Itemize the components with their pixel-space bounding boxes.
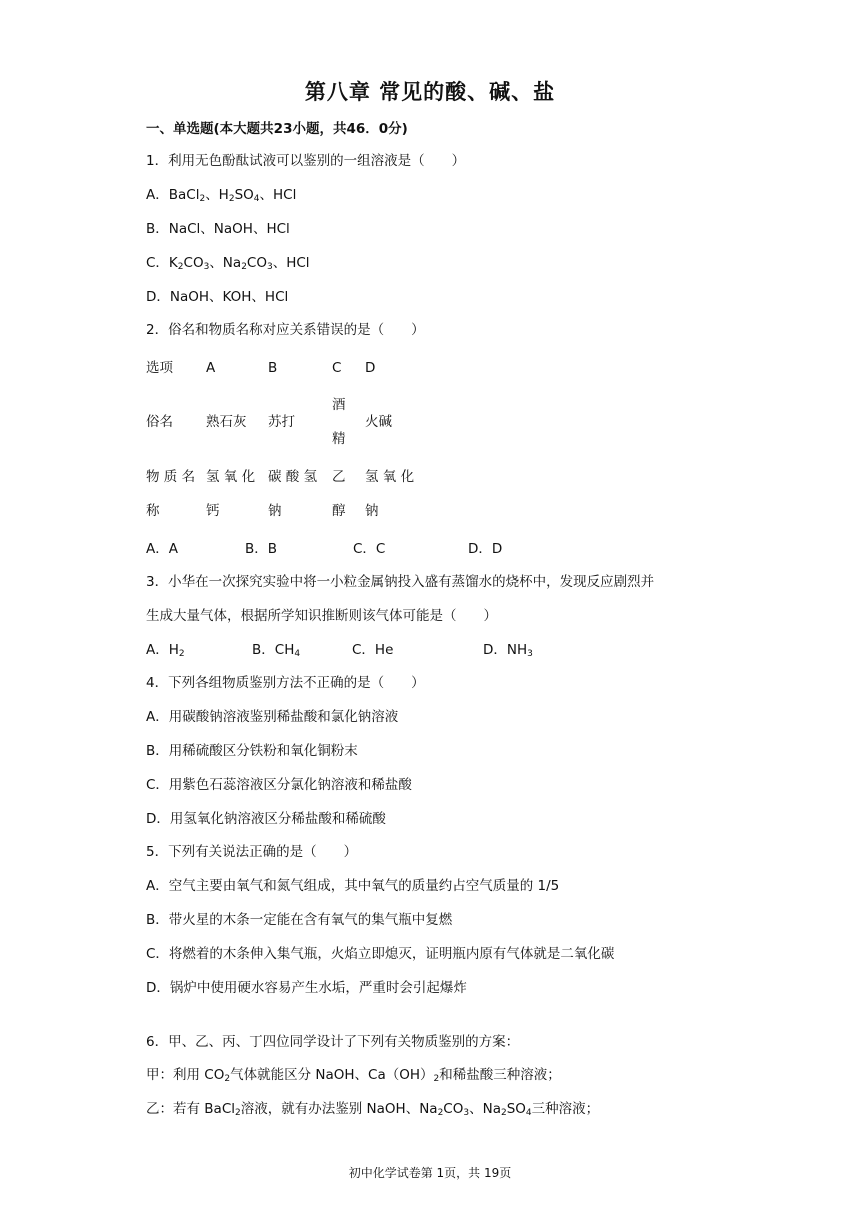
question-3-option-a: A．$H_2$ — [146, 642, 185, 659]
question-2-stem: 2．俗名和物质名称对应关系错误的是（ ） — [146, 322, 425, 338]
question-3-option-d: D．$NH_3$ — [483, 642, 533, 659]
table-cell: 火碱 — [365, 414, 392, 430]
table-cell: 碳 酸 氢 — [268, 469, 318, 485]
table-cell: A — [206, 360, 216, 376]
table-header-cell: 物 质 名 — [146, 469, 196, 485]
question-5-option-c: C．将燃着的木条伸入集气瓶，火焰立即熄灭，证明瓶内原有气体就是二氧化碳 — [146, 946, 615, 962]
question-5-option-b: B．带火星的木条一定能在含有氧气的集气瓶中复燃 — [146, 912, 453, 928]
table-cell: 氢 氧 化 — [206, 469, 256, 485]
question-2-option-b: B．B — [245, 541, 278, 557]
table-cell: 钠 — [268, 503, 282, 519]
table-cell: 酒 — [332, 397, 346, 413]
table-cell: 乙 — [332, 469, 346, 485]
question-3-option-b: B．$CH_4$ — [252, 642, 301, 659]
question-4-option-b: B．用稀硫酸区分铁粉和氧化铜粉末 — [146, 743, 358, 759]
question-4-stem: 4．下列各组物质鉴别方法不正确的是（ ） — [146, 675, 425, 691]
table-cell: 醇 — [332, 503, 346, 519]
question-6-plan-yi: 乙：若有 BaCl$_2$溶液，就有办法鉴别 NaOH、$Na_2CO_3$、$Na_2SO_4$三种溶液； — [146, 1101, 600, 1118]
question-2-option-a: A．A — [146, 541, 178, 557]
question-6-plan-jia: 甲：利用 $CO_2$气体就能区分 NaOH、$Ca(OH)_2$和稀盐酸三种溶液； — [146, 1067, 561, 1084]
question-5-option-d: D．锅炉中使用硬水容易产生水垢，严重时会引起爆炸 — [146, 980, 467, 996]
table-cell: D — [365, 360, 376, 376]
page-title: 第八章 常见的酸、碱、盐 — [304, 80, 556, 104]
table-header-cell: 俗名 — [146, 414, 173, 430]
table-cell: B — [268, 360, 278, 376]
question-5-stem: 5．下列有关说法正确的是（ ） — [146, 844, 358, 860]
table-cell: 钙 — [206, 503, 220, 519]
question-1-option-a: A．BaCl$_2$、$H_2SO_4$、HCl — [146, 187, 297, 204]
question-4-option-a: A．用碳酸钠溶液鉴别稀盐酸和氯化钠溶液 — [146, 709, 399, 725]
table-header-cell: 称 — [146, 503, 160, 519]
table-cell: 钠 — [365, 503, 379, 519]
question-1-stem: 1．利用无色酚酞试液可以鉴别的一组溶液是（ ） — [146, 153, 466, 169]
table-cell: 氢 氧 化 — [365, 469, 415, 485]
table-cell: C — [332, 360, 342, 376]
section-heading: 一、单选题(本大题共23小题，共46．0分) — [146, 121, 408, 137]
question-4-option-c: C．用紫色石蕊溶液区分氯化钠溶液和稀盐酸 — [146, 777, 412, 793]
question-1-option-b: B．NaCl、NaOH、HCl — [146, 221, 290, 237]
question-2-option-c: C．C — [353, 541, 386, 557]
question-5-option-a: A．空气主要由氧气和氮气组成，其中氧气的质量约占空气质量的 1/5 — [146, 878, 560, 894]
question-6-stem: 6．甲、乙、丙、丁四位同学设计了下列有关物质鉴别的方案： — [146, 1034, 520, 1050]
question-3-stem: 3．小华在一次探究实验中将一小粒金属钠投入盛有蒸馏水的烧杯中，发现反应剧烈并 — [146, 574, 655, 590]
question-2-option-d: D．D — [468, 541, 503, 557]
table-cell: 苏打 — [268, 414, 295, 430]
page-footer: 初中化学试卷第 1页，共 19页 — [348, 1166, 512, 1180]
question-3-option-c: C．He — [352, 642, 394, 658]
table-header-cell: 选项 — [146, 360, 173, 376]
table-cell: 精 — [332, 431, 346, 447]
table-cell: 熟石灰 — [206, 414, 247, 430]
question-1-option-c: C．$K_2CO_3$、$Na_2CO_3$、HCl — [146, 255, 310, 272]
question-1-option-d: D．NaOH、KOH、HCl — [146, 289, 289, 305]
question-3-stem-continued: 生成大量气体，根据所学知识推断则该气体可能是（ ） — [146, 608, 497, 624]
question-4-option-d: D．用氢氧化钠溶液区分稀盐酸和稀硫酸 — [146, 811, 386, 827]
